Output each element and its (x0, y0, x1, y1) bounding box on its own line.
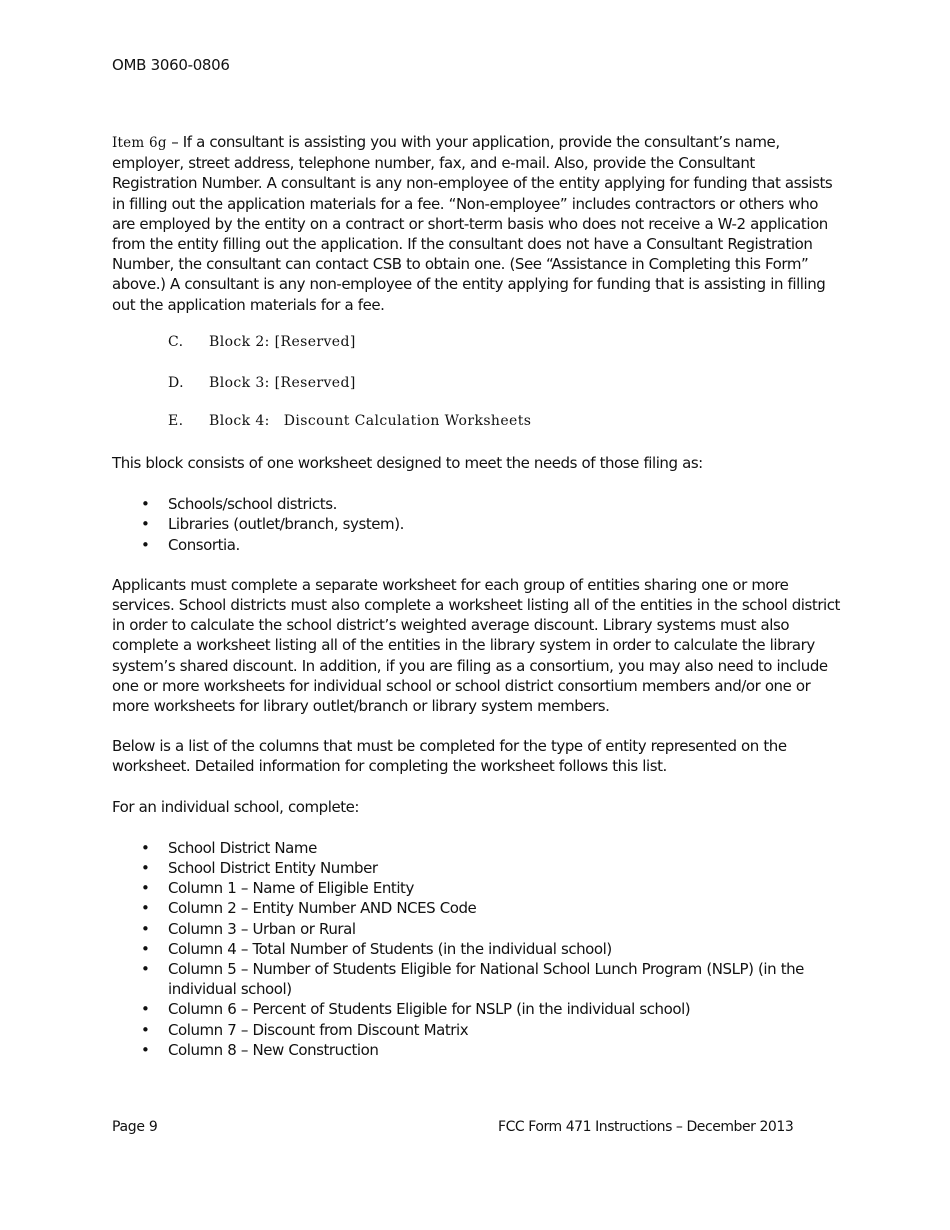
page-number: Page 9 (112, 1119, 158, 1135)
block-2-title: Block 2: [Reserved] (209, 334, 356, 350)
individual-school-intro: For an individual school, complete: (112, 797, 360, 816)
item-6g-paragraph (112, 132, 842, 315)
block-3-letter: D. (168, 375, 184, 391)
block-4-intro: This block consists of one worksheet designed to meet the needs of those filing as: (112, 454, 703, 472)
list-item: • Column 4 – Total Number of Students (in the individual school) (141, 939, 612, 958)
item-6g-label: Item 6g (112, 135, 167, 151)
list-item: • Column 6 – Percent of Students Eligible for NSLP (in the individual school) (141, 1000, 691, 1019)
list-item: • School District Name (141, 838, 317, 857)
item-6g-text: – If a consultant is assisting you with your application, provide the consultant’s name, employer, street address, telephone number, fax, and e-mail. Also, provide the Consultant Registration Number. A consultant is any non-employee of the entity applying for funding that assists in filling out the application materials for a fee. “Non-employee” includes contractors or others who are employed by the entity on a contract or short-term basis who does not receive a W-2 application from the entity filling out the application. If the consultant does not have a Consultant Registration Number, the consultant can contact CSB to obtain one. (See “Assistance in Completing this Form” above.) A consultant is any non-employee of the entity applying for funding that is assisting in filling out the application materials for a fee. (112, 133, 833, 314)
list-item: • Consortia. (141, 535, 240, 554)
list-item: • Schools/school districts. (141, 495, 337, 514)
list-item: • Column 2 – Entity Number AND NCES Code (141, 899, 477, 918)
individual-school-column-list (112, 838, 842, 1060)
form-footer-title: FCC Form 471 Instructions – December 2013 (498, 1119, 794, 1135)
block-2-heading (168, 334, 356, 350)
page-body (112, 132, 842, 315)
list-item: • Libraries (outlet/branch, system). (141, 515, 404, 534)
applicants-paragraph: Applicants must complete a separate worksheet for each group of entities sharing one or more services. School districts must also complete a worksheet listing all of the entities in the school district in order to calculate the school district’s weighted average discount. Library systems must also complete a worksheet listing all of the entities in the library system in order to calculate the library system’s shared discount. In addition, if you are filing as a consortium, you may also need to include one or more worksheets for individual school or school district consortium members and/or one or more worksheets for library outlet/branch or library system members. (112, 575, 840, 716)
list-item: • Column 8 – New Construction (141, 1040, 379, 1059)
block-4-letter: E. (168, 413, 184, 429)
block-2-letter: C. (168, 334, 184, 350)
list-item: • School District Entity Number (141, 859, 378, 878)
filer-type-list (112, 494, 842, 555)
block-4-body (112, 453, 842, 1060)
block-4-title: Block 4: (209, 413, 270, 429)
block-4-heading (168, 413, 531, 429)
list-item: • Column 7 – Discount from Discount Matrix (141, 1020, 469, 1039)
block-3-title: Block 3: [Reserved] (209, 375, 356, 391)
list-item: • Column 5 – Number of Students Eligible for National School Lunch Program (NSLP) (in the individual school) (141, 960, 804, 999)
list-item: • Column 3 – Urban or Rural (141, 919, 356, 938)
block-4-subtitle: Discount Calculation Worksheets (283, 413, 532, 429)
list-item: • Column 1 – Name of Eligible Entity (141, 879, 414, 898)
columns-paragraph: Below is a list of the columns that must be completed for the type of entity represented on the worksheet. Detailed information for completing the worksheet follows this list. (112, 737, 787, 776)
block-3-heading (168, 375, 356, 391)
omb-number: OMB 3060-0806 (112, 56, 230, 74)
